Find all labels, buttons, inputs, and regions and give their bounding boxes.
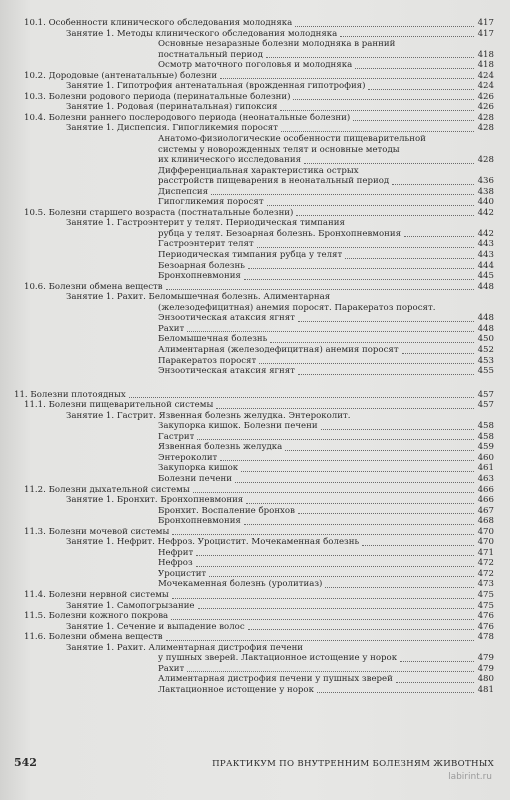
toc-entry — [14, 579, 494, 590]
toc-entry — [14, 590, 494, 601]
dot-leader — [295, 26, 474, 27]
toc-entry-page: 448 — [477, 281, 494, 292]
toc-entry — [14, 442, 494, 453]
toc-entry-page: 455 — [477, 366, 494, 377]
toc-entry-title: 10.5. Болезни старшего возраста (постнатальные болезни) — [24, 207, 294, 218]
toc-entry-title: Язвенная болезнь желудка — [158, 442, 283, 453]
toc-entry-page: 428 — [477, 112, 494, 123]
dot-leader — [298, 513, 474, 514]
toc-entry — [14, 685, 494, 696]
dot-leader — [193, 492, 474, 493]
dot-leader — [171, 619, 474, 620]
dot-leader — [211, 194, 474, 195]
toc-entry-title: Анатомо-физиологические особенности пищеварительной — [158, 134, 426, 145]
toc-entry-page: 418 — [477, 60, 494, 71]
dot-leader — [220, 78, 474, 79]
section-gap — [14, 377, 494, 390]
toc-entry-title: 10.1. Особенности клинического обследования молодняка — [24, 18, 293, 28]
toc-entry — [14, 134, 494, 145]
toc-entry — [14, 292, 494, 303]
toc-entry-title: Бронхопневмония — [158, 516, 241, 527]
toc-entry-page: 475 — [477, 600, 494, 611]
toc-entry-title: 11. Болезни плотоядных — [14, 389, 126, 400]
toc-entry-title: Гастроэнтерит телят — [158, 239, 254, 250]
toc-entry — [14, 50, 494, 61]
dot-leader — [296, 215, 474, 216]
toc-entry-title: 11.2. Болезни дыхательной системы — [24, 484, 190, 495]
dot-leader — [345, 258, 474, 259]
toc-entry-page: 476 — [477, 611, 494, 622]
toc-entry-page: 460 — [477, 452, 494, 463]
toc-entry-title: Беломышечная болезнь — [158, 334, 268, 345]
dot-leader — [317, 692, 474, 693]
dot-leader — [196, 555, 474, 556]
toc-entry — [14, 611, 494, 622]
toc-entry-title: Занятие 1. Гипотрофия антенатальная (врожденная гипотрофия) — [66, 81, 366, 92]
dot-leader — [392, 184, 474, 185]
dot-leader — [321, 429, 474, 430]
toc-entry-page: 442 — [477, 207, 494, 218]
toc-entry-title: 10.6. Болезни обмена веществ — [24, 281, 163, 292]
toc-entry — [14, 145, 494, 156]
toc-entry — [14, 474, 494, 485]
toc-entry-page: 426 — [477, 102, 494, 113]
toc-entry-page: 428 — [477, 123, 494, 134]
toc-entry-page: 417 — [477, 28, 494, 39]
toc-entry-title: Уроцистит — [158, 568, 207, 579]
toc-entry-page: 438 — [477, 186, 494, 197]
toc-entry — [14, 432, 494, 443]
toc-entry — [14, 622, 494, 633]
toc-entry — [14, 485, 494, 496]
toc-entry — [14, 356, 494, 367]
toc-entry — [14, 366, 494, 377]
toc-entry-title: Алиментарная (железодефицитная) анемия поросят — [158, 344, 399, 355]
toc-entry-title: 10.3. Болезни родового периода (перинатальные болезни) — [24, 91, 291, 102]
toc-entry-page: 481 — [477, 684, 494, 695]
toc-entry — [14, 390, 494, 401]
toc-entry-page: 444 — [477, 260, 494, 271]
toc-entry — [14, 400, 494, 411]
toc-entry-page: 476 — [477, 621, 494, 632]
toc-entry-page: 480 — [477, 674, 494, 685]
toc-entry-page: 436 — [477, 176, 494, 187]
toc-entry-title: Бронхит. Воспаление бронхов — [158, 505, 295, 516]
toc-entry-page: 458 — [477, 421, 494, 432]
toc-entry-page: 424 — [477, 81, 494, 92]
dot-leader — [235, 482, 474, 483]
dot-leader — [216, 408, 474, 409]
toc-entry-title: Занятие 1. Рахит. Алиментарная дистрофия печени — [66, 642, 304, 653]
toc-entry — [14, 548, 494, 559]
toc-entry — [14, 516, 494, 527]
dot-leader — [197, 439, 474, 440]
toc-entry-page: 440 — [477, 197, 494, 208]
dot-leader — [220, 460, 474, 461]
toc-entry — [14, 558, 494, 569]
toc-entry — [14, 239, 494, 250]
toc-entry — [14, 229, 494, 240]
toc-entry — [14, 123, 494, 134]
toc-entry-page: 466 — [477, 484, 494, 495]
toc-entry — [14, 643, 494, 654]
toc-entry-title: Нефроз — [158, 558, 193, 569]
dot-leader — [293, 99, 474, 100]
toc-entry-title: Занятие 1. Методы клинического обследования молодняка — [66, 28, 338, 39]
toc-entry-page: 457 — [477, 400, 494, 411]
dot-leader — [172, 534, 474, 535]
toc-entry — [14, 18, 494, 29]
dot-leader — [259, 363, 474, 364]
toc-entry — [14, 81, 494, 92]
toc-entry-title: Основные незаразные болезни молодняка в ранний — [158, 39, 396, 50]
toc-entry-page: 479 — [477, 653, 494, 664]
toc-entry-title: Энтероколит — [158, 452, 218, 463]
toc-entry — [14, 92, 494, 103]
toc-entry — [14, 463, 494, 474]
page-number: 542 — [14, 756, 37, 769]
toc-entry — [14, 674, 494, 685]
dot-leader — [244, 279, 474, 280]
toc-entry-title: Осмотр маточного поголовья и молодняка — [158, 60, 353, 71]
dot-leader — [241, 471, 474, 472]
dot-leader — [298, 321, 474, 322]
toc-entry — [14, 155, 494, 166]
toc-entry-title: системы у новорожденных телят и основные методы — [158, 144, 400, 155]
toc-entry — [14, 495, 494, 506]
toc-entry-page: 428 — [477, 155, 494, 166]
toc-entry — [14, 261, 494, 272]
toc-entry — [14, 664, 494, 675]
toc-entry — [14, 60, 494, 71]
toc-entry — [14, 421, 494, 432]
toc-entry-title: Занятие 1. Самопогрызание — [66, 600, 195, 611]
dot-leader — [166, 640, 474, 641]
dot-leader — [353, 120, 474, 121]
toc-entry-page: 468 — [477, 516, 494, 527]
toc-entry — [14, 334, 494, 345]
toc-entry-page: 453 — [477, 355, 494, 366]
toc-entry — [14, 166, 494, 177]
toc-entry-page: 461 — [477, 463, 494, 474]
toc-entry — [14, 208, 494, 219]
toc-entry-title: Занятие 1. Нефрит. Нефроз. Уроцистит. Мочекаменная болезнь — [66, 537, 360, 548]
toc-entry-title: Гипогликемия поросят — [158, 197, 264, 208]
toc-entry — [14, 569, 494, 580]
dot-leader — [244, 524, 474, 525]
toc-entry-page: 470 — [477, 537, 494, 548]
dot-leader — [325, 587, 474, 588]
toc-entry-page: 448 — [477, 313, 494, 324]
toc-entry-page: 448 — [477, 323, 494, 334]
dot-leader — [400, 661, 474, 662]
toc-entry-page: 459 — [477, 442, 494, 453]
toc-entry — [14, 250, 494, 261]
toc-entry-title: Закупорка кишок — [158, 463, 239, 474]
dot-leader — [187, 331, 474, 332]
toc-entry-title: Занятие 1. Гастрит. Язвенная болезнь желудка. Энтероколит. — [66, 410, 351, 421]
dot-leader — [248, 268, 474, 269]
toc-entry-page: 463 — [477, 473, 494, 484]
toc-entry-page: 445 — [477, 271, 494, 282]
toc-entry — [14, 197, 494, 208]
toc-entry-page: 467 — [477, 505, 494, 516]
toc-entry-title: 10.4. Болезни раннего послеродового периода (неонатальные болезни) — [24, 112, 351, 123]
toc-entry-title: Энзоотическая атаксия ягнят — [158, 313, 295, 324]
dot-leader — [404, 236, 474, 237]
toc-entry-page: 466 — [477, 495, 494, 506]
toc-entry-title: расстройств пищеварения в неонатальный период — [158, 176, 390, 187]
toc-entry — [14, 271, 494, 282]
dot-leader — [257, 247, 474, 248]
toc-entry-title: Рахит — [158, 663, 185, 674]
toc-entry-title: Алиментарная дистрофия печени у пушных зверей — [158, 674, 393, 685]
toc-entry-page: 475 — [477, 589, 494, 600]
toc-entry-page: 443 — [477, 239, 494, 250]
toc-entry-title: Занятие 1. Рахит. Беломышечная болезнь. Алиментарная — [66, 292, 331, 303]
dot-leader — [281, 131, 474, 132]
dot-leader — [246, 503, 474, 504]
toc-entry-title: Бронхопневмония — [158, 271, 241, 282]
toc-entry-page: 471 — [477, 547, 494, 558]
toc-entry — [14, 506, 494, 517]
toc-entry-title: Дифференциальная характеристика острых — [158, 165, 359, 176]
toc-entry — [14, 176, 494, 187]
toc-entry-title: Гастрит — [158, 431, 195, 442]
dot-leader — [280, 110, 474, 111]
dot-leader — [196, 566, 474, 567]
dot-leader — [362, 545, 474, 546]
toc-entry-page: 450 — [477, 334, 494, 345]
table-of-contents — [14, 18, 494, 695]
dot-leader — [166, 289, 474, 290]
toc-entry-page: 424 — [477, 70, 494, 81]
toc-entry-page: 472 — [477, 568, 494, 579]
toc-entry-title: постнатальный период — [158, 49, 263, 60]
toc-entry-title: 11.6. Болезни обмена веществ — [24, 632, 163, 643]
toc-entry-title: Безоарная болезнь — [158, 260, 245, 271]
toc-entry — [14, 303, 494, 314]
toc-entry — [14, 102, 494, 113]
dot-leader — [172, 598, 474, 599]
toc-entry-page: 443 — [477, 250, 494, 261]
toc-entry-page: 417 — [477, 18, 494, 28]
toc-entry-title: Занятие 1. Бронхит. Бронхопневмония — [66, 495, 244, 506]
toc-entry-page: 473 — [477, 579, 494, 590]
toc-entry-title: Лактационное истощение у норок — [158, 684, 314, 695]
running-title: ПРАКТИКУМ ПО ВНУТРЕННИМ БОЛЕЗНЯМ ЖИВОТНЫХ — [212, 759, 494, 769]
toc-entry — [14, 29, 494, 40]
toc-entry — [14, 453, 494, 464]
toc-entry-page: 426 — [477, 91, 494, 102]
dot-leader — [209, 576, 474, 577]
toc-entry — [14, 527, 494, 538]
toc-entry — [14, 411, 494, 422]
toc-entry-title: Периодическая тимпания рубца у телят — [158, 250, 343, 261]
toc-entry-title: Занятие 1. Сечение и выпадение волос — [66, 621, 245, 632]
toc-entry-title: Закупорка кишок. Болезни печени — [158, 421, 318, 432]
toc-entry — [14, 537, 494, 548]
dot-leader — [267, 205, 474, 206]
dot-leader — [298, 374, 474, 375]
toc-entry-title: Паракератоз поросят — [158, 355, 257, 366]
toc-entry — [14, 282, 494, 293]
toc-entry-title: их клинического исследования — [158, 155, 302, 166]
dot-leader — [285, 450, 474, 451]
toc-entry-title: Диспепсия — [158, 186, 209, 197]
page-footer — [14, 756, 494, 769]
toc-entry-title: 11.3. Болезни мочевой системы — [24, 526, 170, 537]
toc-entry — [14, 653, 494, 664]
dot-leader — [368, 89, 474, 90]
dot-leader — [270, 342, 474, 343]
toc-entry-title: Рахит — [158, 323, 185, 334]
toc-entry — [14, 113, 494, 124]
toc-entry — [14, 218, 494, 229]
toc-entry-title: 11.1. Болезни пищеварительной системы — [24, 400, 214, 411]
watermark: labirint.ru — [448, 772, 492, 782]
toc-entry-title: 10.2. Дородовые (антенатальные) болезни — [24, 70, 218, 81]
toc-entry-page: 457 — [477, 389, 494, 400]
toc-entry-title: 11.4. Болезни нервной системы — [24, 589, 169, 600]
toc-entry-title: у пушных зверей. Лактационное истощение у норок — [158, 653, 398, 664]
toc-entry-page: 472 — [477, 558, 494, 569]
toc-entry — [14, 345, 494, 356]
toc-entry-title: Энзоотическая атаксия ягнят — [158, 366, 295, 377]
toc-entry-page: 458 — [477, 431, 494, 442]
toc-entry-title: Занятие 1. Гастроэнтерит у телят. Периодическая тимпания — [66, 218, 345, 229]
toc-entry — [14, 313, 494, 324]
dot-leader — [129, 397, 474, 398]
toc-entry-title: Занятие 1. Родовая (перинатальная) гипоксия — [66, 102, 278, 113]
dot-leader — [396, 682, 474, 683]
toc-entry-page: 418 — [477, 49, 494, 60]
dot-leader — [248, 629, 474, 630]
dot-leader — [266, 57, 474, 58]
toc-entry — [14, 601, 494, 612]
dot-leader — [187, 671, 474, 672]
toc-entry-page: 452 — [477, 344, 494, 355]
toc-entry-page: 479 — [477, 663, 494, 674]
dot-leader — [304, 163, 474, 164]
toc-entry-title: (железодефицитная) анемия поросят. Паракератоз поросят. — [158, 302, 436, 313]
toc-entry-title: рубца у телят. Безоарная болезнь. Бронхопневмония — [158, 228, 402, 239]
dot-leader — [355, 68, 474, 69]
toc-entry — [14, 324, 494, 335]
toc-entry — [14, 39, 494, 50]
dot-leader — [198, 608, 474, 609]
toc-entry-title: Болезни печени — [158, 473, 232, 484]
toc-entry — [14, 632, 494, 643]
toc-entry-title: Мочекаменная болезнь (уролитиаз) — [158, 579, 323, 590]
toc-entry — [14, 187, 494, 198]
toc-entry — [14, 71, 494, 82]
dot-leader — [340, 36, 474, 37]
toc-entry-title: Нефрит — [158, 547, 194, 558]
toc-entry-page: 470 — [477, 526, 494, 537]
toc-entry-page: 478 — [477, 632, 494, 643]
dot-leader — [402, 353, 474, 354]
toc-entry-title: 11.5. Болезни кожного покрова — [24, 611, 169, 622]
toc-entry-title: Занятие 1. Диспепсия. Гипогликемия поросят — [66, 123, 278, 134]
toc-entry-page: 442 — [477, 228, 494, 239]
